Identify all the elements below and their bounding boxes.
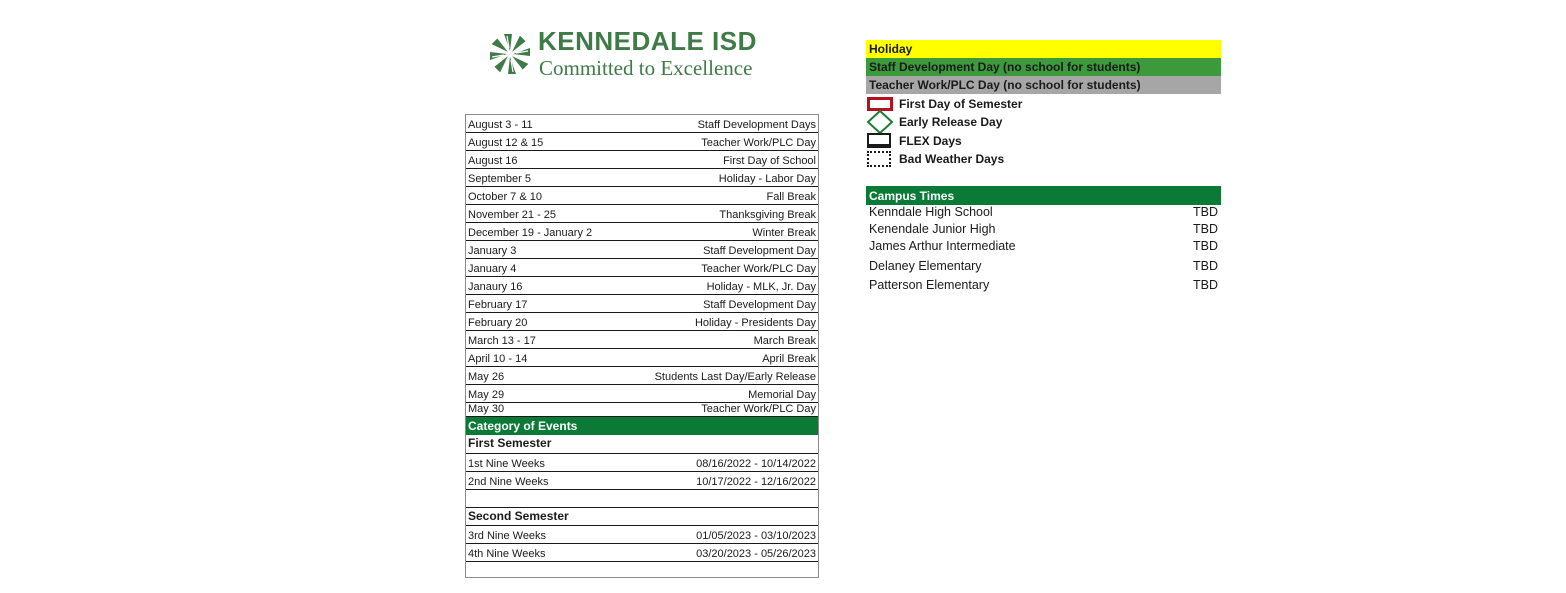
event-date: January 4 [468,263,517,275]
campus-name: Kenndale High School [869,205,993,219]
campus-row [869,278,1218,292]
event-name: Thanksgiving Break [719,209,816,221]
dotted-box-icon [867,151,891,167]
legend-label: Bad Weather Days [899,152,1005,166]
table-row [466,187,818,205]
campus-row [869,239,1218,253]
event-name: Teacher Work/PLC Day [701,137,816,149]
event-date: August 16 [468,155,518,167]
district-logo [486,28,786,80]
campus-name: James Arthur Intermediate [869,239,1016,253]
table-row [466,349,818,367]
legend-label: FLEX Days [899,134,962,148]
event-date: May 30 [468,403,505,415]
event-name: Teacher Work/PLC Day [701,263,816,275]
table-row [466,241,818,259]
legend-staff-development: Staff Development Day (no school for students) [866,58,1221,76]
table-row [466,331,818,349]
legend-first-day-of-semester [866,95,1221,113]
campus-name: Patterson Elementary [869,278,990,292]
event-date: August 12 & 15 [468,137,544,149]
campus-row [869,222,1218,236]
table-row [466,151,818,169]
event-date: May 26 [468,371,505,383]
calendar-events-table [465,114,819,578]
event-name: Holiday - Labor Day [718,173,816,185]
legend-flex-days [866,132,1221,150]
event-date: May 29 [468,389,505,401]
event-date: November 21 - 25 [468,209,557,221]
table-row [466,133,818,151]
event-name: Holiday - Presidents Day [694,317,816,329]
first-semester-title: First Semester [468,436,552,450]
table-row [466,454,818,471]
campus-row [869,205,1218,219]
event-date: February 17 [468,299,528,311]
campus-time: TBD [1193,205,1218,219]
grading-period-range: 01/05/2023 - 03/10/2023 [696,530,816,542]
divider [466,507,818,508]
divider [466,561,818,562]
campus-time: TBD [1193,239,1218,253]
event-date: March 13 - 17 [468,335,536,347]
event-date: September 5 [468,173,531,185]
event-name: First Day of School [723,155,816,167]
grading-period-range: 03/20/2023 - 05/26/2023 [696,548,816,560]
legend-label: First Day of Semester [899,97,1023,111]
second-semester-title: Second Semester [468,509,569,523]
table-row [466,472,818,489]
campus-name: Delaney Elementary [869,259,982,273]
campus-time: TBD [1193,222,1218,236]
table-row [466,403,818,418]
event-date: Janaury 16 [468,281,523,293]
divider [466,489,818,490]
grading-period-range: 08/16/2022 - 10/14/2022 [696,458,816,470]
legend-label: Early Release Day [899,115,1003,129]
legend-bad-weather-days [866,150,1221,168]
grading-period-label: 4th Nine Weeks [468,548,546,560]
table-row [466,526,818,543]
event-name: Staff Development Day [703,299,816,311]
kennedale-pinwheel-logo-icon [486,32,534,76]
event-date: April 10 - 14 [468,353,528,365]
table-row [466,544,818,561]
event-date: October 7 & 10 [468,191,542,203]
event-name: Staff Development Day [703,245,816,257]
event-date: February 20 [468,317,528,329]
event-date: January 3 [468,245,517,257]
event-name: Fall Break [766,191,816,203]
grading-period-label: 2nd Nine Weeks [468,476,549,488]
table-row [466,259,818,277]
event-name: Students Last Day/Early Release [654,371,816,383]
table-row [466,313,818,331]
legend-early-release-day [866,113,1221,131]
event-name: Memorial Day [748,389,816,401]
campus-time: TBD [1193,259,1218,273]
campus-times-header: Campus Times [866,186,1221,205]
campus-row [869,259,1218,273]
event-name: March Break [753,335,816,347]
table-row [466,205,818,223]
event-name: April Break [762,353,816,365]
event-name: Teacher Work/PLC Day [701,403,816,415]
table-row [466,367,818,385]
black-box-icon [867,133,891,148]
table-row [466,169,818,187]
table-row [466,385,818,403]
grading-period-label: 3rd Nine Weeks [468,530,547,542]
event-name: Winter Break [752,227,816,239]
table-row [466,295,818,313]
legend-holiday: Holiday [866,40,1221,58]
logo-subtitle: Committed to Excellence [539,56,753,80]
logo-title: KENNEDALE ISD [538,26,757,56]
event-date: December 19 - January 2 [468,227,593,239]
category-of-events-header: Category of Events [466,417,818,435]
event-name: Staff Development Days [697,119,816,131]
legend-teacher-work: Teacher Work/PLC Day (no school for students) [866,76,1221,94]
campus-time: TBD [1193,278,1218,292]
campus-name: Kenendale Junior High [869,222,996,236]
table-row [466,223,818,241]
event-name: Holiday - MLK, Jr. Day [706,281,816,293]
table-row [466,115,818,133]
grading-period-label: 1st Nine Weeks [468,458,545,470]
event-date: August 3 - 11 [468,119,533,131]
table-row [466,277,818,295]
grading-period-range: 10/17/2022 - 12/16/2022 [696,476,816,488]
